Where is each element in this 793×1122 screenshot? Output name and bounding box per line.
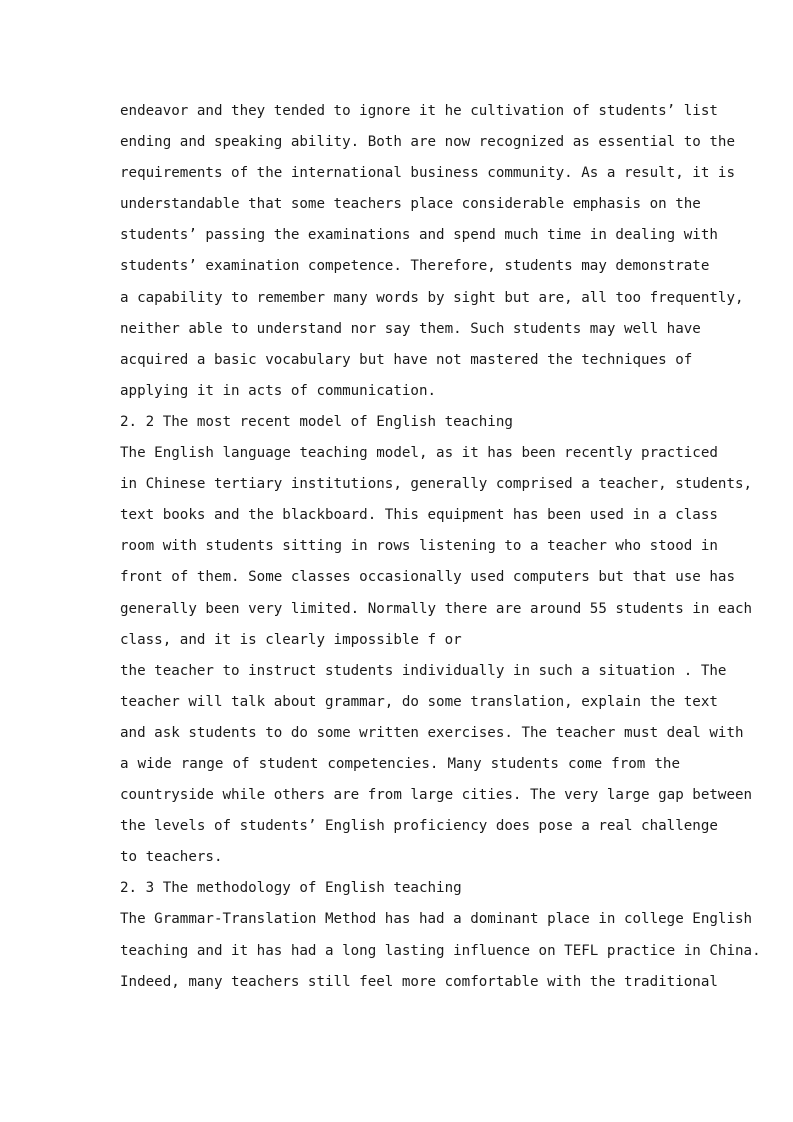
text-line: teaching and it has had a long lasting influence on TEFL practice in China. xyxy=(120,942,761,959)
text-line: requirements of the international business community. As a result, it is xyxy=(120,165,735,182)
text-line: text books and the blackboard. This equipment has been used in a class xyxy=(120,507,718,524)
text-line: teacher will talk about grammar, do some translation, explain the text xyxy=(120,693,718,710)
text-line: in Chinese tertiary institutions, generally comprised a teacher, students, xyxy=(120,476,753,493)
text-line: ending and speaking ability. Both are now recognized as essential to the xyxy=(120,134,735,151)
section-heading: 2. 3 The methodology of English teaching xyxy=(120,880,462,897)
text-line: The English language teaching model, as it has been recently practiced xyxy=(120,445,718,462)
text-line: the teacher to instruct students individually in such a situation . The xyxy=(120,662,727,679)
text-line: a wide range of student competencies. Many students come from the xyxy=(120,755,680,772)
text-line: to teachers. xyxy=(120,849,223,866)
section-methodology xyxy=(120,873,761,997)
paragraph-exam-focus xyxy=(120,96,744,407)
text-line: room with students sitting in rows listening to a teacher who stood in xyxy=(120,538,718,555)
text-line: students’ examination competence. Therefore, students may demonstrate xyxy=(120,258,710,275)
text-line: neither able to understand nor say them. Such students may well have xyxy=(120,320,701,337)
section-heading: 2. 2 The most recent model of English teaching xyxy=(120,413,513,430)
text-line: applying it in acts of communication. xyxy=(120,382,437,399)
text-line: generally been very limited. Normally there are around 55 students in each xyxy=(120,600,753,617)
text-line: countryside while others are from large cities. The very large gap between xyxy=(120,787,753,804)
text-line: acquired a basic vocabulary but have not mastered the techniques of xyxy=(120,351,693,368)
text-line: front of them. Some classes occasionally used computers but that use has xyxy=(120,569,735,586)
text-line: endeavor and they tended to ignore it he cultivation of students’ list xyxy=(120,103,718,119)
text-line: students’ passing the examinations and spend much time in dealing with xyxy=(120,227,718,244)
text-line: class, and it is clearly impossible f or xyxy=(120,631,462,648)
text-line: understandable that some teachers place considerable emphasis on the xyxy=(120,196,701,213)
text-line: Indeed, many teachers still feel more comfortable with the traditional xyxy=(120,973,718,990)
document-page xyxy=(120,96,761,998)
text-line: The Grammar-Translation Method has had a dominant place in college English xyxy=(120,911,753,928)
text-line: the levels of students’ English proficiency does pose a real challenge xyxy=(120,818,718,835)
text-line: a capability to remember many words by sight but are, all too frequently, xyxy=(120,289,744,306)
text-line: and ask students to do some written exercises. The teacher must deal with xyxy=(120,724,744,741)
section-recent-model xyxy=(120,407,753,873)
